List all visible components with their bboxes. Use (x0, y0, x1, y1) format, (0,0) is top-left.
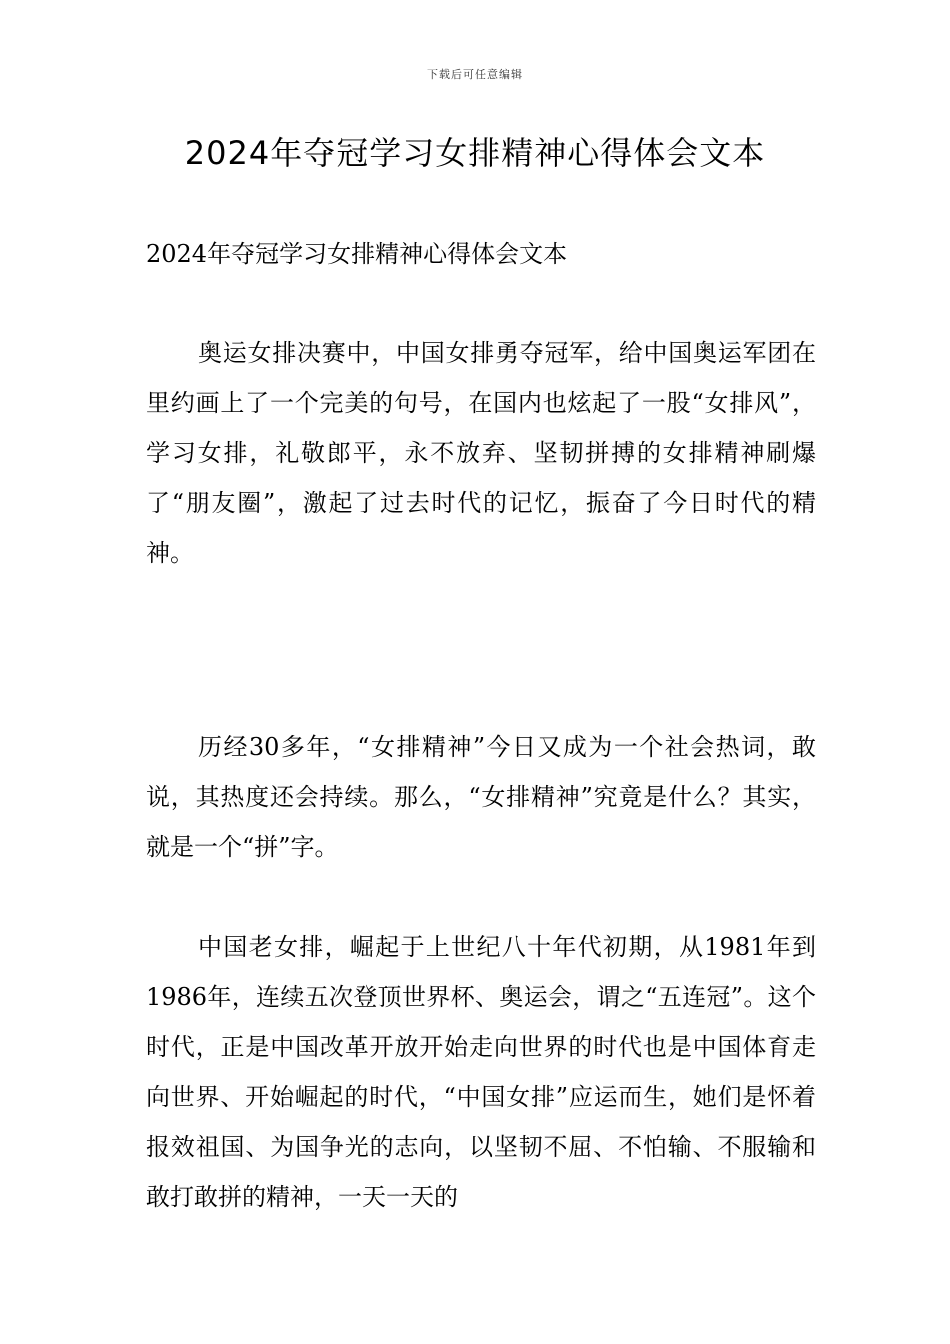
document-subtitle: 2024年夺冠学习女排精神心得体会文本 (146, 240, 568, 268)
header-note: 下载后可任意编辑 (427, 68, 523, 81)
document-title: 2024年夺冠学习女排精神心得体会文本 (184, 134, 766, 172)
paragraph-1: 奥运女排决赛中，中国女排勇夺冠军，给中国奥运军团在里约画上了一个完美的句号，在国内也炫起了一股“女排风”，学习女排，礼敬郎平，永不放弃、坚韧拼搏的女排精神刷爆了“朋友圈”，激起了过去时代的记忆，振奋了今日时代的精神。 (146, 339, 816, 567)
paragraph-2: 历经30多年，“女排精神”今日又成为一个社会热词，敢说，其热度还会持续。那么，“女排精神”究竟是什么？其实，就是一个“拼”字。 (146, 733, 816, 861)
paragraph-3: 中国老女排，崛起于上世纪八十年代初期，从1981年到1986年，连续五次登顶世界杯、奥运会，谓之“五连冠”。这个时代，正是中国改革开放开始走向世界的时代也是中国体育走向世界、开始崛起的时代，“中国女排”应运而生，她们是怀着报效祖国、为国争光的志向，以坚韧不屈、不怕输、不服输和敢打敢拼的精神，一天一天的 (146, 933, 816, 1211)
